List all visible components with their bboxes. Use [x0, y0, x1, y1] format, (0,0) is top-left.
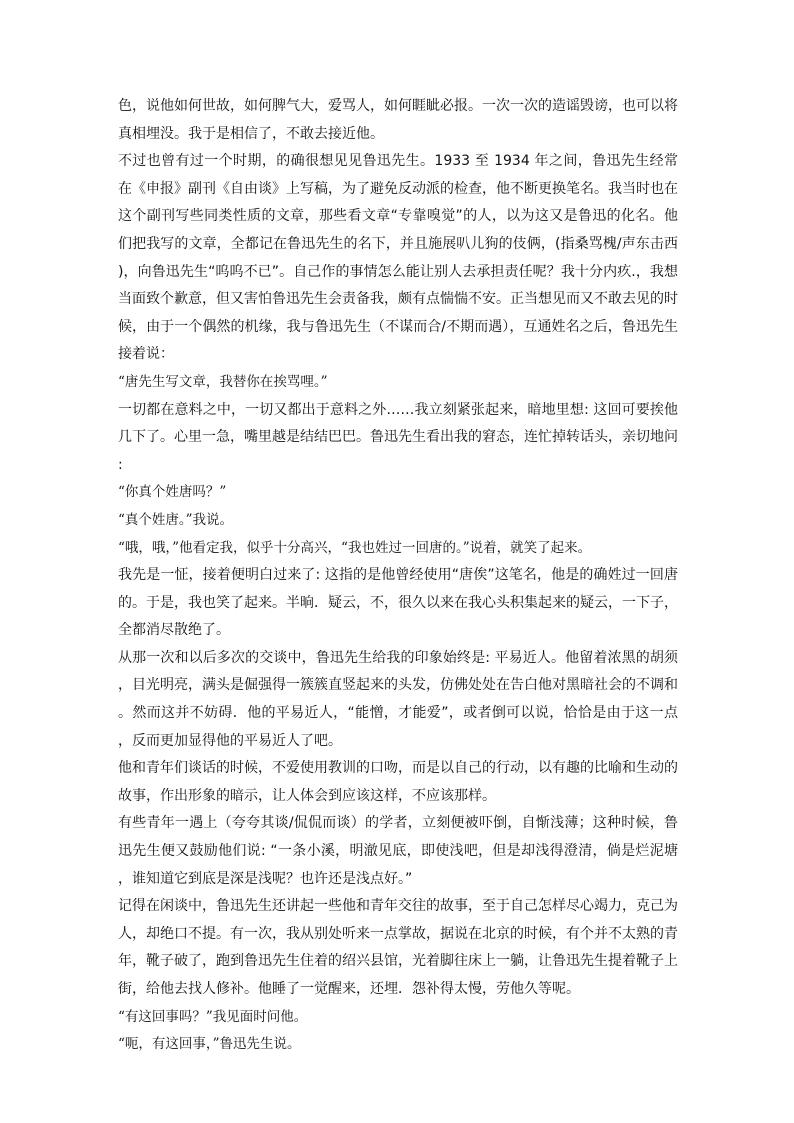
paragraph: 他和青年们谈话的时候，不爱使用教训的口吻，而是以自己的行动，以有趣的比喻和生动的故事，作出形象的暗示，让人体会到应该这样，不应该那样。 [118, 760, 678, 804]
dialog-line: “呃，有这回事，”鲁迅先生说。 [118, 1036, 301, 1053]
paragraph: 我先是一怔，接着便明白过来了: 这指的是他曾经使用“唐俟”这笔名，他是的确姓过一回唐的。于是，我也笑了起来。半晌．疑云，不，很久以来在我心头积集起来的疑云，一下子，全都消尽散绝了。 [118, 567, 678, 639]
dialog-line: “有这回事吗？”我见面时问他。 [118, 1008, 308, 1025]
dialog-line: “唐先生写文章，我替你在挨骂哩。” [118, 373, 328, 390]
paragraph: 记得在闲谈中，鲁迅先生还讲起一些他和青年交往的故事，至于自己怎样尽心竭力，克己为人，却绝口不提。有一次，我从别处听来一点掌故，据说在北京的时候，有个并不太熟的青年，靴子破了，跑到鲁迅先生住着的绍兴县馆，光着脚往床上一躺，让鲁迅先生提着靴子上街，给他去找人修补。他睡了一觉醒来，还埋．怨补得太慢，劳他久等呢。 [118, 898, 678, 997]
dialog-line: “哦，哦，”他看定我，似乎十分高兴，“我也姓过一回唐的。”说着，就笑了起来。 [118, 539, 592, 556]
paragraph: 从那一次和以后多次的交谈中，鲁迅先生给我的印象始终是: 平易近人。他留着浓黑的胡须，目光明亮，满头是倔强得一簇簇直竖起来的头发，仿佛处处在告白他对黑暗社会的不调和。然而这并不妨碍．他的平易近人，“能憎，才能爱”，或者倒可以说，恰恰是由于这一点，反而更加显得他的平易近人了吧。 [118, 649, 678, 749]
dialog-line: “真个姓唐。”我说。 [118, 511, 234, 528]
document-page [118, 93, 678, 1059]
dialog-line: “你真个姓唐吗？” [118, 484, 227, 501]
paragraph: 一切都在意料之中，一切又都出于意料之外……我立刻紧张起来，暗地里想: 这回可要挨他几下了。心里一急，嘴里越是结结巴巴。鲁迅先生看出我的窘态，连忙掉转话头，亲切地问: [118, 401, 678, 473]
paragraph: 不过也曾有过一个时期，的确很想见见鲁迅先生。1933 至 1934 年之间，鲁迅先生经常在《申报》副刊《自由谈》上写稿，为了避免反动派的检查，他不断更换笔名。我当时也在这个副刊写些同类性质的文章，那些看文章“专靠嗅觉”的人，以为这又是鲁迅的化名。他们把我写的文章，全都记在鲁迅先生的名下，并且施展叭儿狗的伎俩，(指桑骂槐/声东击西)，向鲁迅先生“呜呜不已”。自己作的事情怎么能让别人去承担责任呢？我十分内疚.，我想当面致个歉意，但又害怕鲁迅先生会责备我，颇有点惴惴不安。正当想见而又不敢去见的时候，由于一个偶然的机缘，我与鲁迅先生（不谋而合/不期而遇），互通姓名之后，鲁迅先生接着说： [118, 153, 678, 363]
paragraph: 有些青年一遇上（夸夸其谈/侃侃而谈）的学者，立刻便被吓倒，自惭浅薄；这种时候，鲁迅先生便又鼓励他们说: “一条小溪，明澈见底，即使浅吧，但是却浅得澄清，倘是烂泥塘，谁知道它到底是深是浅呢？也许还是浅点好。” [118, 815, 678, 887]
paragraph: 色，说他如何世故，如何脾气大，爱骂人，如何睚眦必报。一次一次的造谣毁谤，也可以将真相埋没。我于是相信了，不敢去接近他。 [118, 98, 678, 142]
